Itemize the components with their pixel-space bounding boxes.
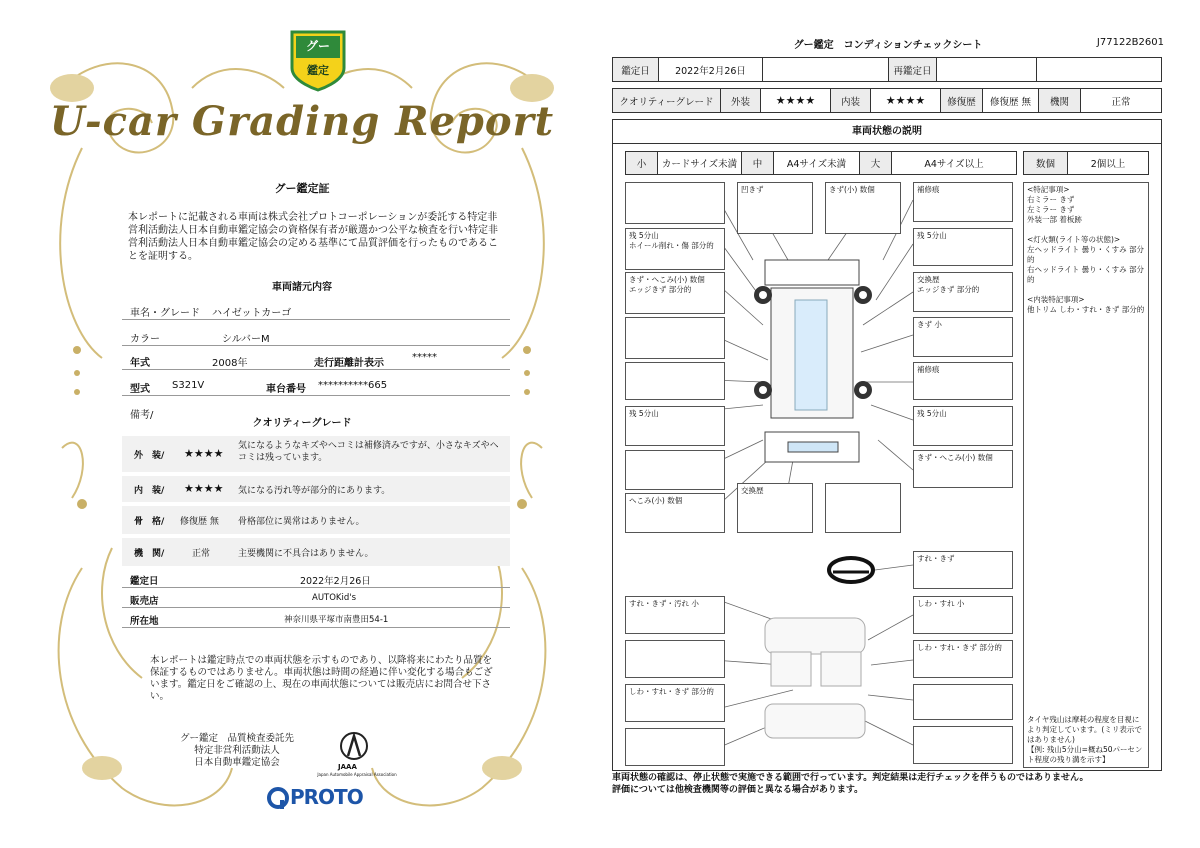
grade-exterior-label: 外 装/ xyxy=(134,451,165,461)
spec-name-value: ハイゼットカーゴ xyxy=(212,308,292,319)
proto-logo-text: PROTO xyxy=(290,785,363,809)
grade-engine-value: 正常 xyxy=(192,549,211,559)
info-date-value: 2022年2月26日 xyxy=(300,576,371,587)
sheet-quality-label: クオリティーグレード xyxy=(613,89,721,112)
damage-box-top-1: 凹きず xyxy=(737,182,813,234)
grade-interior xyxy=(122,476,510,502)
grade-interior-desc: 気になる汚れ等が部分的にあります。 xyxy=(238,486,391,496)
interior-box-r4 xyxy=(913,684,1013,720)
info-row-date xyxy=(122,570,510,588)
damage-box-l5 xyxy=(625,362,725,400)
spec-remarks-label: 備考/ xyxy=(130,410,154,421)
grade-exterior xyxy=(122,436,510,472)
footer-line-1: 車両状態の確認は、停止状態で実施できる範囲で行っています。判定結果は走行チェックを伴うものではありません。 xyxy=(612,773,1089,783)
grade-exterior-desc: 気になるようなキズやヘコミは補修済みですが、小さなキズやヘコミは残っています。 xyxy=(238,441,499,463)
quality-grade-heading: クオリティーグレード xyxy=(252,418,352,429)
spec-row-name xyxy=(122,300,510,320)
inspector-line-3: 日本自動車鑑定協会 xyxy=(194,757,280,768)
spec-row-year xyxy=(122,350,510,370)
interior-box-r2: しわ・すれ 小 xyxy=(913,596,1013,634)
grade-frame-desc: 骨格部位に異常はありません。 xyxy=(238,517,365,527)
sheet-repair-value: 修復歴 無 xyxy=(983,89,1039,112)
interior-box-l4 xyxy=(625,728,725,766)
sheet-interior-label: 内装 xyxy=(831,89,871,112)
sheet-repair-label: 修復歴 xyxy=(941,89,983,112)
jaaa-subtitle: Japan Automobile Appraisal Association xyxy=(317,772,397,777)
sheet-date-value: 2022年2月26日 xyxy=(659,58,763,81)
sheet-footer xyxy=(612,772,1164,796)
damage-box-l7 xyxy=(625,450,725,490)
interior-box-r5 xyxy=(913,726,1013,764)
spec-name-label: 車名・グレード xyxy=(130,308,200,319)
notes-column xyxy=(1023,182,1149,768)
count-label: 数個 xyxy=(1024,152,1068,174)
sheet-interior-stars: ★★★★ xyxy=(871,89,941,112)
damage-box-r3: 交換歴 エッジきず 部分的 xyxy=(913,272,1013,312)
badge-brand: グー xyxy=(305,39,330,53)
footer-line-2: 評価については他検査機関等の評価と異なる場合があります。 xyxy=(612,785,864,795)
grade-interior-stars: ★★★★ xyxy=(184,482,224,495)
spec-color-value: シルバーM xyxy=(222,334,270,345)
info-address-label: 所在地 xyxy=(130,616,159,627)
size-small-desc: カードサイズ未満 xyxy=(658,152,742,174)
spec-year-value: 2008年 xyxy=(212,358,248,369)
jaaa-label: JAAA xyxy=(338,763,357,771)
grade-frame xyxy=(122,506,510,534)
spec-row-color xyxy=(122,326,510,346)
certificate-intro: 本レポートに記載される車両は株式会社プロトコーポレーションが委託する特定非営利活動法人日本自動車鑑定協会の資格保有者が厳選かつ公平な検査を行い特定非営利活動法人日本自動車鑑定協会の定める基準にて品質評価を行ったものであることを証明する。 xyxy=(128,212,498,262)
damage-box-l8: へこみ(小) 数個 xyxy=(625,493,725,533)
inspector-line-1: グー鑑定 品質検査委託先 xyxy=(179,733,294,744)
damage-box-r7: きず・へこみ(小) 数個 xyxy=(913,450,1013,488)
interior-box-r1: すれ・きず xyxy=(913,551,1013,589)
count-desc: 2個以上 xyxy=(1090,159,1126,170)
spec-mileage-value: ***** xyxy=(412,352,437,363)
damage-box-r5: 補修痕 xyxy=(913,362,1013,400)
sheet-reinspect-label: 再鑑定日 xyxy=(889,58,937,81)
grade-engine-desc: 主要機関に不具合はありません。 xyxy=(238,549,374,559)
sheet-title: グー鑑定 コンディションチェックシート xyxy=(793,40,983,51)
spec-chassis-value: **********665 xyxy=(318,380,388,391)
spec-heading: 車両諸元内容 xyxy=(272,282,332,293)
damage-box-r2: 残 5分山 xyxy=(913,228,1013,266)
sheet-date-label: 鑑定日 xyxy=(613,58,659,81)
info-date-label: 鑑定日 xyxy=(130,576,159,587)
condition-check-sheet xyxy=(612,0,1164,848)
info-row-dealer xyxy=(122,590,510,608)
damage-box-r4: きず 小 xyxy=(913,317,1013,357)
grade-engine-label: 機 関/ xyxy=(134,549,165,559)
steering-wheel-icon xyxy=(829,558,873,582)
damage-box-r6: 残 5分山 xyxy=(913,406,1013,446)
info-address-value: 神奈川県平塚市南豊田54-1 xyxy=(284,615,389,625)
certificate-title: U-car Grading Report xyxy=(49,98,555,145)
damage-box-l3: きず・へこみ(小) 数個 エッジきず 部分的 xyxy=(625,272,725,314)
size-medium-desc: A4サイズ未満 xyxy=(774,152,860,174)
info-dealer-label: 販売店 xyxy=(130,596,159,607)
interior-box-l2 xyxy=(625,640,725,678)
certificate-disclaimer: 本レポートは鑑定時点での車両状態を示すものであり、以降将来にわたり品質を保証するものではありません。車両状態は時間の経過に伴い変化する場合もございます。鑑定日をご確認の上、現在の車両状態については販売店にお問合せ下さい。 xyxy=(150,655,493,702)
sheet-engine-value: 正常 xyxy=(1111,96,1131,108)
interior-box-l3: しわ・すれ・きず 部分的 xyxy=(625,684,725,722)
grade-frame-value: 修復歴 無 xyxy=(180,517,219,527)
spec-model-value: S321V xyxy=(172,380,205,391)
info-dealer-value: AUTOKid's xyxy=(312,593,357,603)
damage-box-bot-2 xyxy=(825,483,901,533)
grading-certificate xyxy=(22,28,582,828)
badge-label: 鑑定 xyxy=(307,64,329,77)
inspector-line-2: 特定非営利活動法人 xyxy=(194,745,280,756)
damage-box-l1 xyxy=(625,182,725,224)
size-large-desc: A4サイズ以上 xyxy=(924,159,984,170)
panel-title: 車両状態の説明 xyxy=(613,120,1161,144)
inspector-block xyxy=(172,733,302,769)
sheet-reinspect-spacer xyxy=(1037,58,1161,81)
size-small-label: 小 xyxy=(626,152,658,174)
damage-box-bot-1: 交換歴 xyxy=(737,483,813,533)
size-large-label: 大 xyxy=(860,152,892,174)
sheet-exterior-stars: ★★★★ xyxy=(761,89,831,112)
damage-box-l6: 残 5分山 xyxy=(625,406,725,446)
condition-panel xyxy=(612,119,1162,771)
spec-model-label: 型式 xyxy=(130,384,150,395)
interior-box-r3: しわ・すれ・きず 部分的 xyxy=(913,640,1013,678)
spec-year-label: 年式 xyxy=(130,358,150,369)
grade-frame-label: 骨 格/ xyxy=(134,517,165,527)
sheet-code: J77122B2601 xyxy=(1096,37,1164,48)
damage-box-l2: 残 5分山 ホイール削れ・傷 部分的 xyxy=(625,228,725,270)
damage-box-top-3: 補修痕 xyxy=(913,182,1013,222)
certificate-subtitle: グー鑑定証 xyxy=(274,182,330,195)
sheet-grade-row xyxy=(612,88,1162,113)
spec-row-model xyxy=(122,376,510,396)
interior-box-l1: すれ・きず・汚れ 小 xyxy=(625,596,725,634)
damage-box-l4 xyxy=(625,317,725,359)
spec-mileage-label: 走行距離計表示 xyxy=(314,358,384,369)
sheet-date-spacer xyxy=(763,58,889,81)
spec-chassis-label: 車台番号 xyxy=(266,384,306,395)
grade-interior-label: 内 装/ xyxy=(134,486,165,496)
tire-note: タイヤ残山は摩耗の程度を目視により判定しています。(ミリ表示ではありません) 【例: 残山5分山=概ね50パーセント程度の残り溝を示す】 xyxy=(1027,715,1143,764)
spec-color-label: カラー xyxy=(130,334,160,345)
size-medium-label: 中 xyxy=(742,152,774,174)
grade-exterior-stars: ★★★★ xyxy=(184,447,224,460)
damage-box-top-2: きず(小) 数個 xyxy=(825,182,901,234)
sheet-date-row xyxy=(612,57,1162,82)
sheet-reinspect-value xyxy=(937,58,1037,81)
sheet-engine-label: 機関 xyxy=(1039,89,1081,112)
sheet-exterior-label: 外装 xyxy=(721,89,761,112)
info-row-address xyxy=(122,610,510,628)
special-notes: <特記事項> 右ミラー きず 左ミラー きず 外装一部 着板跡 <灯火類(ライト等の状態)> 左ヘッドライト 曇り・くすみ 部分的 右ヘッドライト 曇り・くすみ 部分的 <内装特記事項> 他トリム しわ・すれ・きず 部分的 xyxy=(1027,185,1145,314)
grade-engine xyxy=(122,538,510,566)
